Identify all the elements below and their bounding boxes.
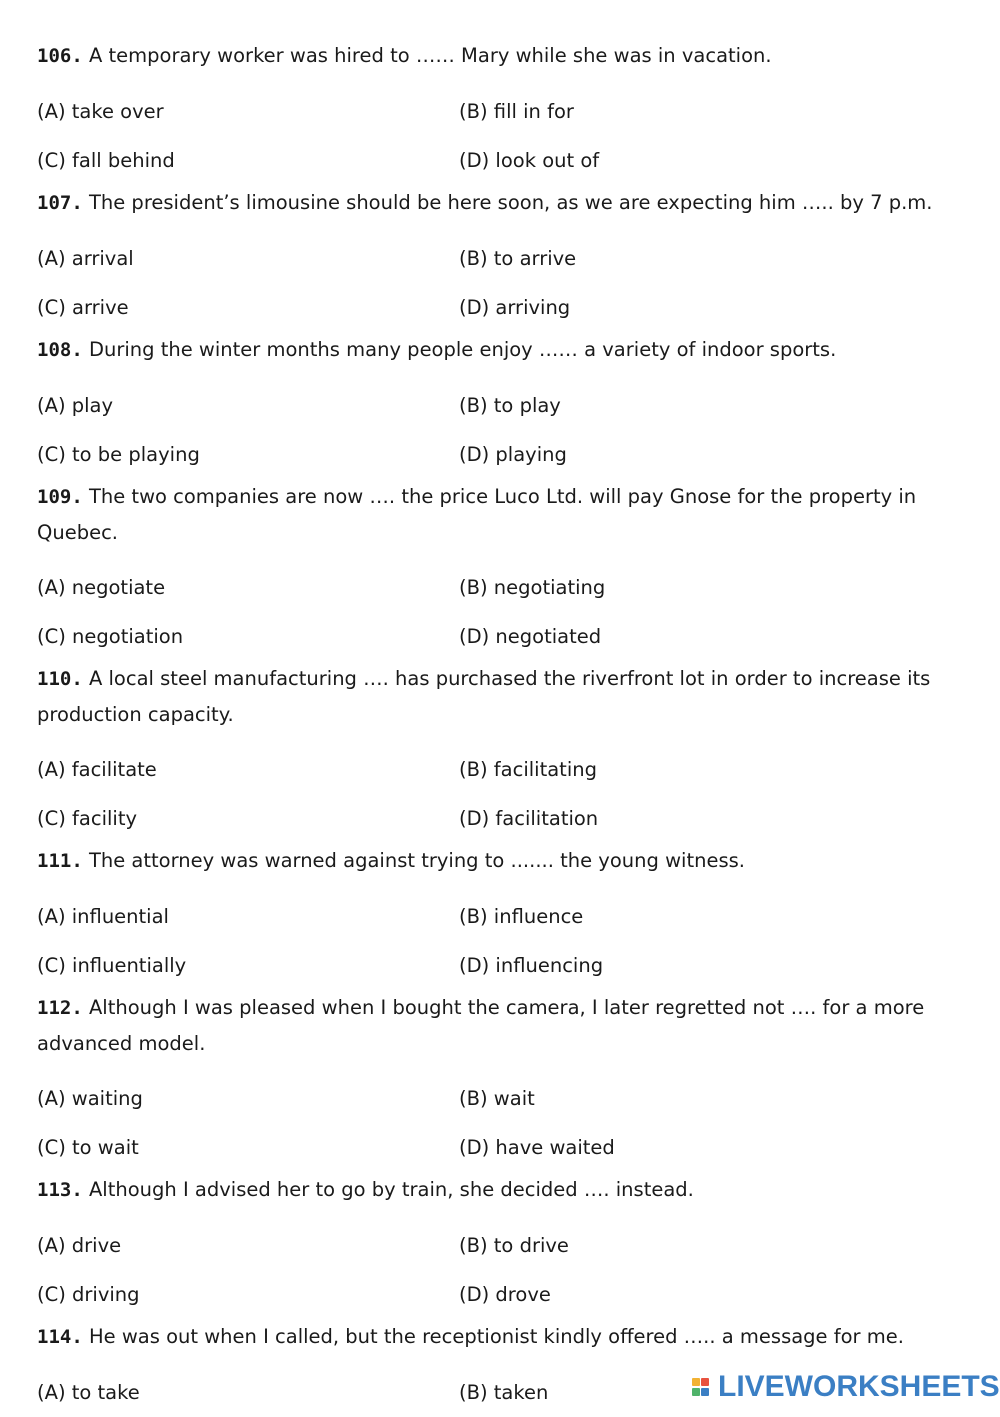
option-c[interactable]: (C) driving bbox=[37, 1283, 140, 1306]
option-a[interactable]: (A) take over bbox=[37, 100, 164, 123]
question-number: 114. bbox=[37, 1326, 83, 1348]
option-a[interactable]: (A) drive bbox=[37, 1234, 122, 1257]
option-row bbox=[37, 430, 952, 479]
liveworksheets-logo-text: LIVEWORKSHEETS bbox=[718, 1370, 1000, 1403]
option-b[interactable]: (B) to arrive bbox=[459, 247, 577, 270]
question-text: 111. The attorney was warned against trying to ....... the young witness. bbox=[37, 849, 745, 872]
option-d[interactable]: (D) arriving bbox=[459, 296, 571, 319]
option-row bbox=[37, 381, 952, 430]
option-b[interactable]: (B) negotiating bbox=[459, 576, 606, 599]
option-row bbox=[37, 234, 952, 283]
option-c[interactable]: (C) influentially bbox=[37, 954, 187, 977]
question-text: 109. The two companies are now …. the price Luco Ltd. will pay Gnose for the property in Quebec. bbox=[37, 485, 917, 544]
question-text: 112. Although I was pleased when I bought the camera, I later regretted not …. for a more advanced model. bbox=[37, 996, 925, 1055]
question-text: 110. A local steel manufacturing …. has purchased the riverfront lot in order to increase its production capacity. bbox=[37, 667, 931, 726]
option-b[interactable]: (B) to play bbox=[459, 394, 561, 417]
option-a[interactable]: (A) influential bbox=[37, 905, 169, 928]
option-b[interactable]: (B) fill in for bbox=[459, 100, 574, 123]
option-row bbox=[37, 1221, 952, 1270]
option-c[interactable]: (C) facility bbox=[37, 807, 138, 830]
question-number: 106. bbox=[37, 45, 83, 67]
option-c[interactable]: (C) arrive bbox=[37, 296, 129, 319]
option-a[interactable]: (A) waiting bbox=[37, 1087, 143, 1110]
option-row bbox=[37, 612, 952, 661]
option-d[interactable]: (D) playing bbox=[459, 443, 567, 466]
option-d[interactable]: (D) influencing bbox=[459, 954, 604, 977]
option-d[interactable]: (D) facilitation bbox=[459, 807, 599, 830]
option-a[interactable]: (A) negotiate bbox=[37, 576, 166, 599]
option-c[interactable]: (C) to be playing bbox=[37, 443, 200, 466]
option-b[interactable]: (B) influence bbox=[459, 905, 584, 928]
option-b[interactable]: (B) wait bbox=[459, 1087, 535, 1110]
question-number: 107. bbox=[37, 192, 83, 214]
option-row bbox=[37, 563, 952, 612]
option-row bbox=[37, 1123, 952, 1172]
question-text: 114. He was out when I called, but the receptionist kindly offered ….. a message for me. bbox=[37, 1325, 904, 1348]
worksheet-page bbox=[37, 38, 952, 1417]
option-b[interactable]: (B) facilitating bbox=[459, 758, 597, 781]
option-a[interactable]: (A) play bbox=[37, 394, 114, 417]
question-text: 106. A temporary worker was hired to …… Mary while she was in vacation. bbox=[37, 44, 772, 67]
option-row bbox=[37, 892, 952, 941]
liveworksheets-logo-icon bbox=[690, 1374, 716, 1400]
question-113 bbox=[37, 1172, 952, 1319]
question-112 bbox=[37, 990, 952, 1172]
option-row bbox=[37, 794, 952, 843]
question-number: 110. bbox=[37, 668, 83, 690]
liveworksheets-logo bbox=[690, 1370, 1000, 1404]
option-row bbox=[37, 1074, 952, 1123]
option-row bbox=[37, 745, 952, 794]
question-number: 112. bbox=[37, 997, 83, 1019]
question-106 bbox=[37, 38, 952, 185]
option-d[interactable]: (D) have waited bbox=[459, 1136, 615, 1159]
question-number: 113. bbox=[37, 1179, 83, 1201]
question-number: 111. bbox=[37, 850, 83, 872]
option-c[interactable]: (C) to wait bbox=[37, 1136, 139, 1159]
option-row bbox=[37, 1270, 952, 1319]
question-text: 107. The president’s limousine should be here soon, as we are expecting him ….. by 7 p.m. bbox=[37, 191, 933, 214]
question-text: 108. During the winter months many people enjoy …… a variety of indoor sports. bbox=[37, 338, 837, 361]
option-d[interactable]: (D) negotiated bbox=[459, 625, 602, 648]
question-107 bbox=[37, 185, 952, 332]
option-a[interactable]: (A) facilitate bbox=[37, 758, 157, 781]
option-b[interactable]: (B) to drive bbox=[459, 1234, 569, 1257]
option-d[interactable]: (D) drove bbox=[459, 1283, 551, 1306]
question-111 bbox=[37, 843, 952, 990]
question-number: 109. bbox=[37, 486, 83, 508]
option-a[interactable]: (A) arrival bbox=[37, 247, 134, 270]
option-c[interactable]: (C) fall behind bbox=[37, 149, 175, 172]
option-a[interactable]: (A) to take bbox=[37, 1381, 140, 1404]
question-109 bbox=[37, 479, 952, 661]
option-row bbox=[37, 941, 952, 990]
question-108 bbox=[37, 332, 952, 479]
option-d[interactable]: (D) look out of bbox=[459, 149, 600, 172]
question-text: 113. Although I advised her to go by train, she decided …. instead. bbox=[37, 1178, 694, 1201]
option-row bbox=[37, 283, 952, 332]
question-number: 108. bbox=[37, 339, 83, 361]
option-c[interactable]: (C) negotiation bbox=[37, 625, 184, 648]
option-row bbox=[37, 87, 952, 136]
option-b[interactable]: (B) taken bbox=[459, 1381, 549, 1404]
option-row bbox=[37, 136, 952, 185]
question-110 bbox=[37, 661, 952, 843]
